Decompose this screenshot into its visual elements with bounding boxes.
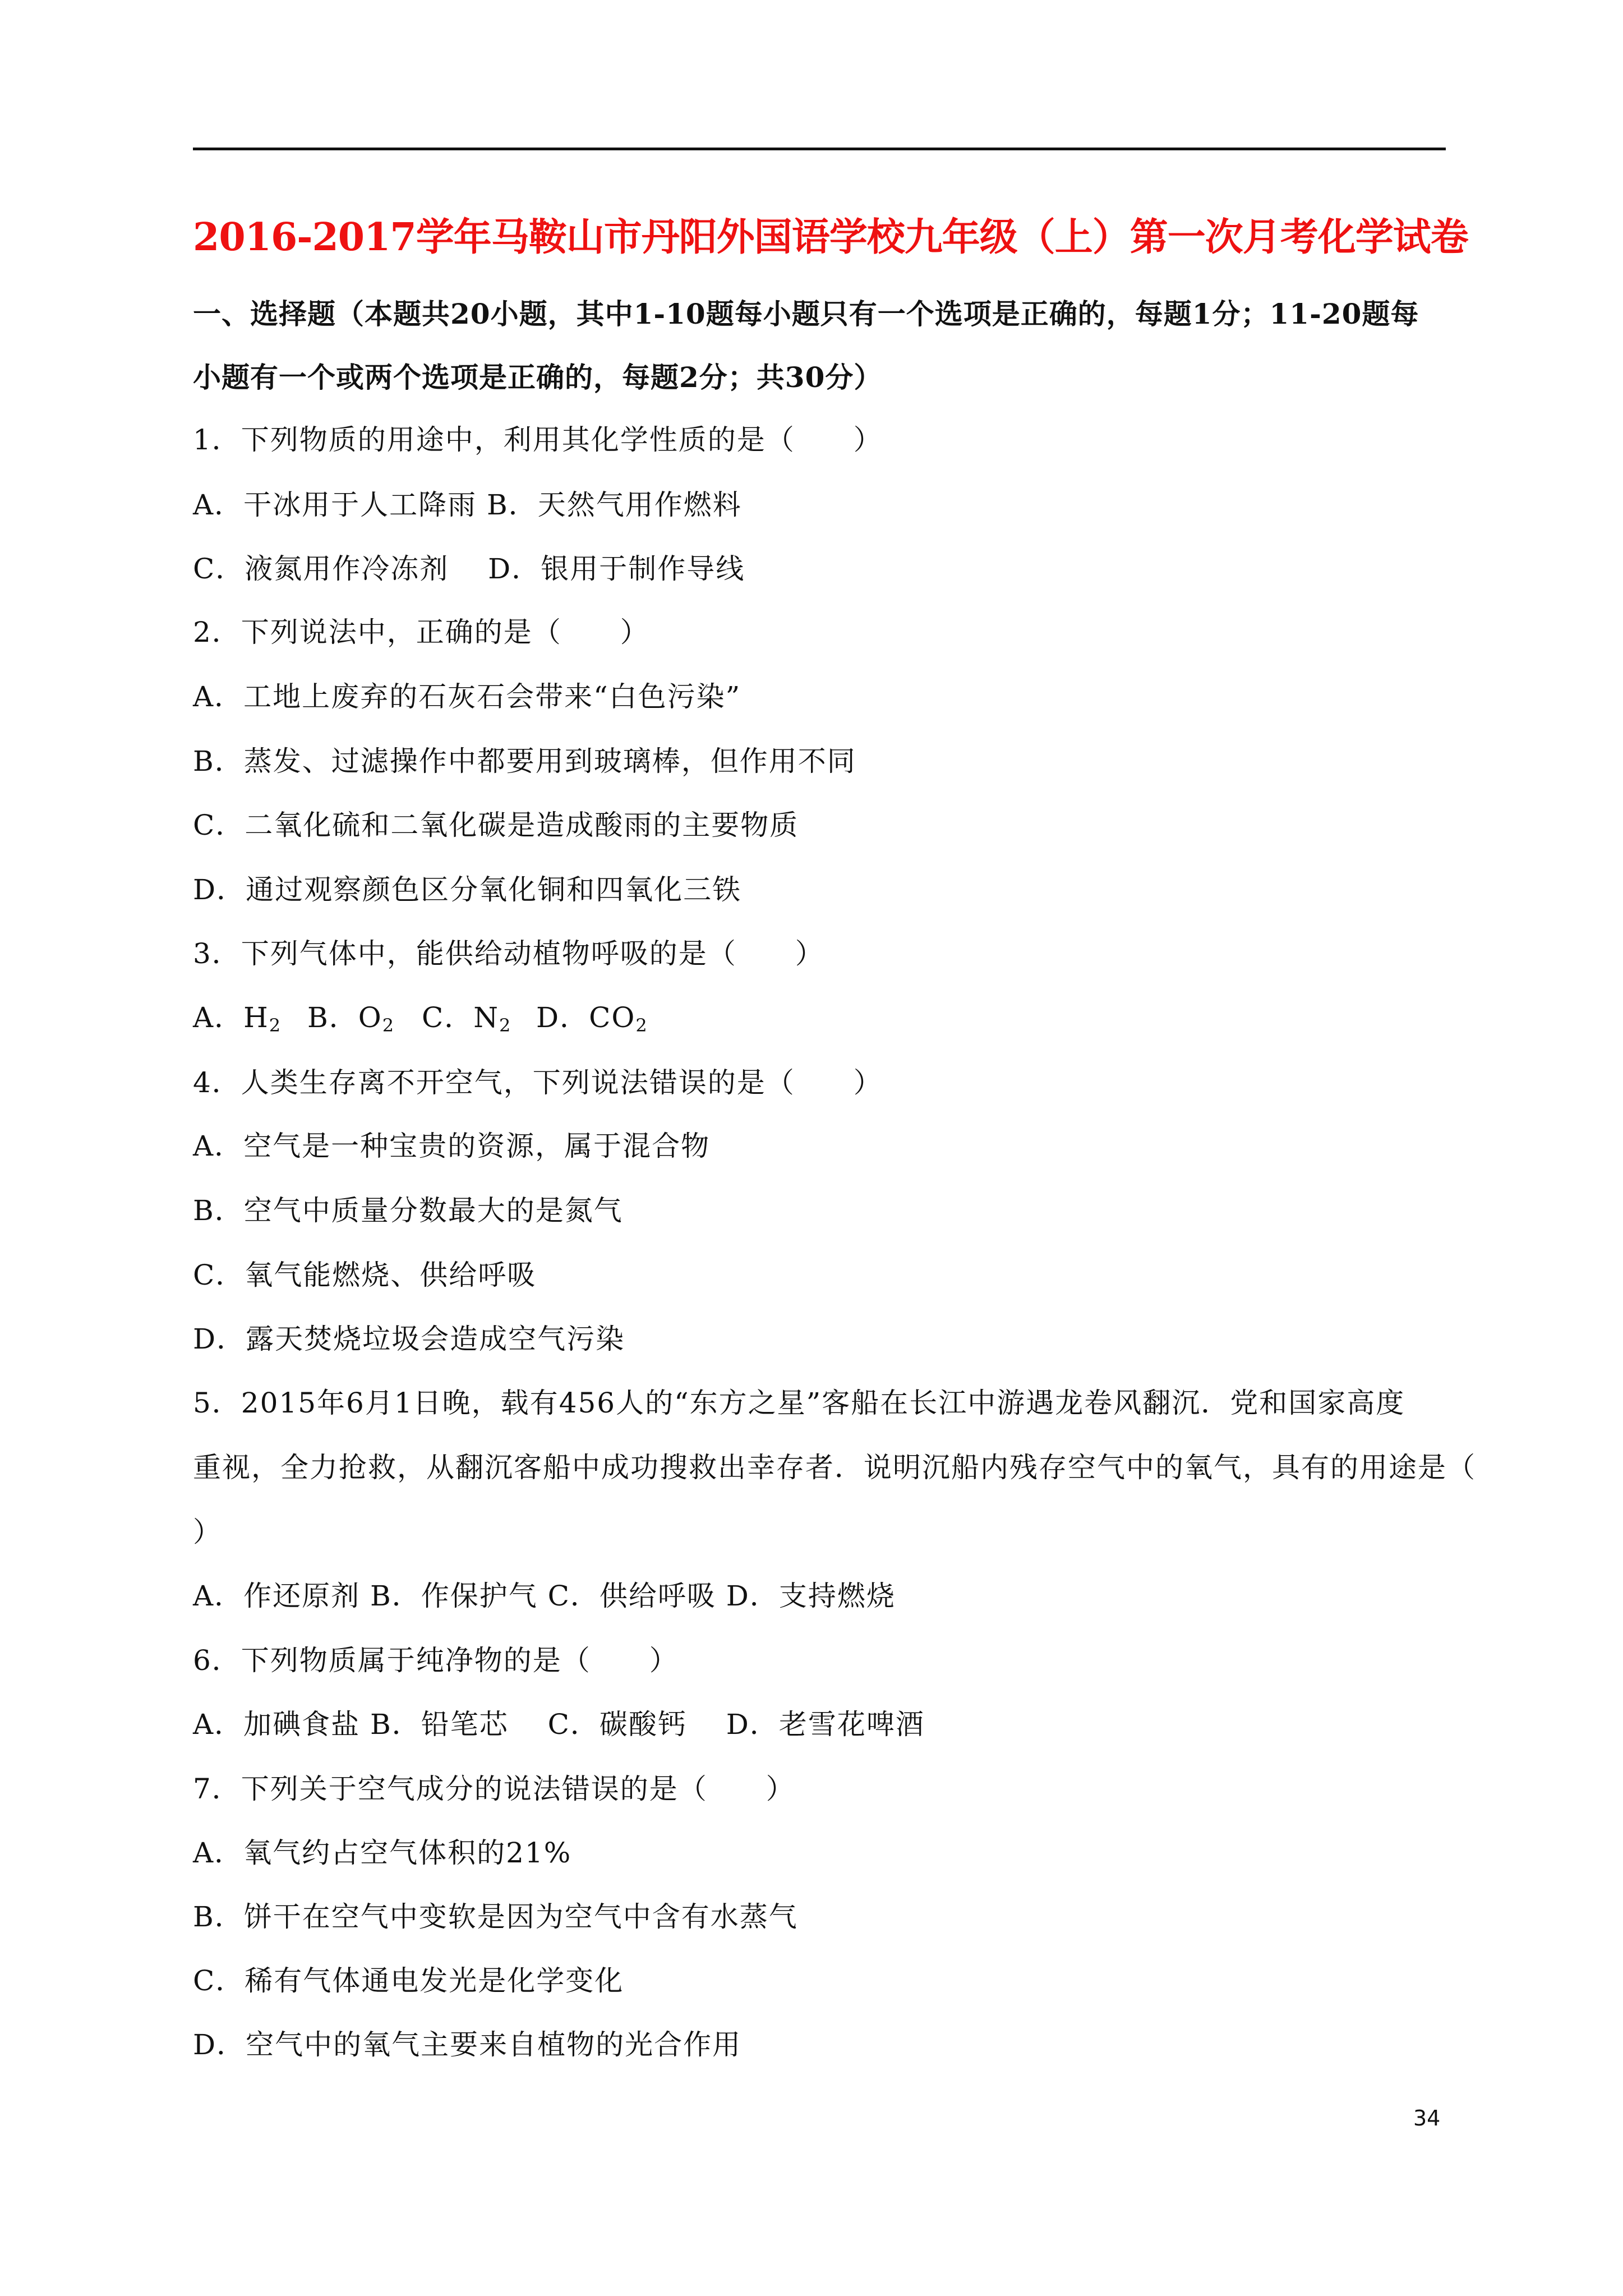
question-5-stem-line-2: 重视，全力抢救，从翻沉客船中成功搜救出幸存者．说明沉船内残存空气中的氧气，具有的用途是（ — [193, 1451, 1476, 1484]
question-7-option-d: D．空气中的氧气主要来自植物的光合作用 — [193, 2028, 742, 2061]
question-3-options — [193, 1001, 1449, 1042]
section-heading-line-2: 小题有一个或两个选项是正确的，每题2分；共30分） — [193, 361, 883, 394]
question-4-option-d: D．露天焚烧垃圾会造成空气污染 — [193, 1323, 625, 1355]
question-6-options: A．加碘食盐 B．铅笔芯 C．碳酸钙 D．老雪花啤酒 — [193, 1708, 925, 1741]
page-number: 34 — [1413, 2106, 1441, 2131]
question-2-option-c: C．二氧化硫和二氧化碳是造成酸雨的主要物质 — [193, 809, 799, 841]
question-4-option-c: C．氧气能燃烧、供给呼吸 — [193, 1259, 537, 1291]
question-2-option-d: D．通过观察颜色区分氧化铜和四氧化三铁 — [193, 873, 742, 906]
question-4-option-a: A．空气是一种宝贵的资源，属于混合物 — [193, 1130, 711, 1162]
question-2-stem: 2．下列说法中，正确的是（ ） — [193, 616, 649, 648]
header-rule — [193, 148, 1446, 150]
question-1-stem: 1．下列物质的用途中，利用其化学性质的是（ ） — [193, 424, 883, 456]
question-7-stem: 7．下列关于空气成分的说法错误的是（ ） — [193, 1773, 795, 1805]
question-3-option-a: A．$H_2$ — [193, 1001, 282, 1036]
question-3-stem: 3．下列气体中，能供给动植物呼吸的是（ ） — [193, 937, 824, 970]
question-7-option-a: A．氧气约占空气体积的21% — [193, 1837, 572, 1869]
question-5-stem-line-1: 5．2015年6月1日晚，载有456人的“东方之星”客船在长江中游遇龙卷风翻沉．党和国家高度 — [193, 1387, 1405, 1419]
page-title: 2016-2017学年马鞍山市丹阳外国语学校九年级（上）第一次月考化学试卷 — [193, 215, 1468, 260]
question-5-stem-line-3: ） — [193, 1516, 222, 1548]
question-6-stem: 6．下列物质属于纯净物的是（ ） — [193, 1644, 679, 1677]
question-2-option-a: A．工地上废弃的石灰石会带来“白色污染” — [193, 680, 741, 713]
question-7-option-c: C．稀有气体通电发光是化学变化 — [193, 1964, 624, 1997]
question-1-options-ab: A．干冰用于人工降雨 B．天然气用作燃料 — [193, 489, 742, 521]
question-4-stem: 4．人类生存离不开空气，下列说法错误的是（ ） — [193, 1066, 883, 1099]
question-1-options-cd: C．液氮用作冷冻剂 D．银用于制作导线 — [193, 553, 745, 585]
question-3-option-b: B．$O_2$ — [307, 1001, 395, 1036]
question-7-option-b: B．饼干在空气中变软是因为空气中含有水蒸气 — [193, 1901, 798, 1933]
question-5-options: A．作还原剂 B．作保护气 C．供给呼吸 D．支持燃烧 — [193, 1580, 896, 1612]
question-4-option-b: B．空气中质量分数最大的是氮气 — [193, 1194, 623, 1227]
question-3-option-d: D．$CO_2$ — [536, 1001, 648, 1036]
section-heading-line-1: 一、选择题（本题共20小题，其中1-10题每小题只有一个选项是正确的，每题1分；11-20题每 — [193, 297, 1419, 330]
question-3-option-c: C．$N_2$ — [422, 1001, 512, 1036]
question-2-option-b: B．蒸发、过滤操作中都要用到玻璃棒，但作用不同 — [193, 745, 856, 777]
